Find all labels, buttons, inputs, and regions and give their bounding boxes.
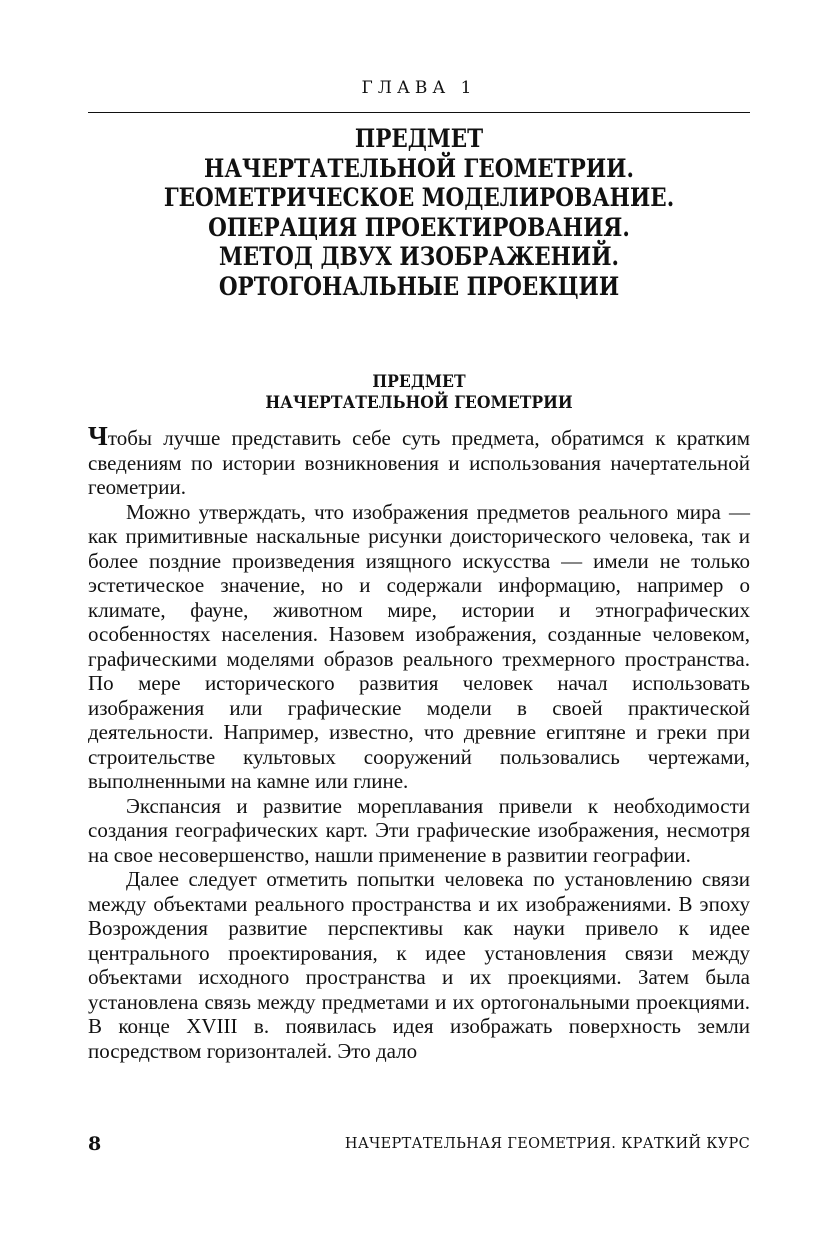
section-title xyxy=(114,372,723,414)
section-title-line: НАЧЕРТАТЕЛЬНОЙ ГЕОМЕТРИИ xyxy=(265,393,573,413)
chapter-title-line: ОПЕРАЦИЯ ПРОЕКТИРОВАНИЯ. xyxy=(208,212,630,242)
running-title: НАЧЕРТАТЕЛЬНАЯ ГЕОМЕТРИЯ. КРАТКИЙ КУРС xyxy=(344,1136,750,1152)
paragraph: Экспансия и развитие мореплавания привели к необходимости создания географических карт. Эти графические изображения, несмотря на свое несовершенство, нашли применение в развитии географии. xyxy=(88,793,750,867)
paragraph xyxy=(88,421,750,500)
header-rule xyxy=(88,112,750,113)
drop-cap: Ч xyxy=(88,421,108,451)
section-title-line: ПРЕДМЕТ xyxy=(372,372,466,392)
chapter-title-line: ГЕОМЕТРИЧЕСКОЕ МОДЕЛИРОВАНИЕ. xyxy=(163,183,675,212)
chapter-title xyxy=(134,124,703,301)
paragraph-text: тобы лучше представить себе суть предмета, обратимся к кратким сведениям по истории возникновения и использования начертательной геометрии. xyxy=(88,426,750,499)
chapter-label: ГЛАВА 1 xyxy=(361,78,477,98)
paragraph: Далее следует отметить попытки человека по установлению связи между объектами реального пространства и их изображениями. В эпоху Возрождения развитие перспективы как науки привело к идее центрального проектирования, к идее установления связи между объектами исходного пространства и их проекциями. Затем была установлена связь между предметами и их ортогональными проекциями. В конце XVIII в. появилась идея изображать поверхность земли посредством горизонталей. Это дало xyxy=(88,867,750,1063)
chapter-title-line: ПРЕДМЕТ xyxy=(354,124,484,153)
paragraph: Можно утверждать, что изображения предметов реального мира — как примитивные наскальные рисунки доисторического человека, так и более поздние произведения изящного искусства — имели не только эстетическое значение, но и содержали информацию, например о климате, фауне, животном мире, истории и этнографических особенностях населения. Назовем изображения, созданные человеком, графическими моделями образов реального трехмерного пространства. По мере исторического развития человек начал использовать изображения или графические модели в своей практической деятельности. Например, известно, что древние египтяне и греки при строительстве культовых сооружений пользовались чертежами, выполненными на камне или глине. xyxy=(88,499,750,793)
chapter-title-line: НАЧЕРТАТЕЛЬНОЙ ГЕОМЕТРИИ. xyxy=(204,153,634,183)
body-text xyxy=(88,421,750,1063)
chapter-title-line: МЕТОД ДВУХ ИЗОБРАЖЕНИЙ. xyxy=(218,242,620,271)
page-number: 8 xyxy=(88,1133,102,1155)
chapter-title-line: ОРТОГОНАЛЬНЫЕ ПРОЕКЦИИ xyxy=(218,271,620,301)
